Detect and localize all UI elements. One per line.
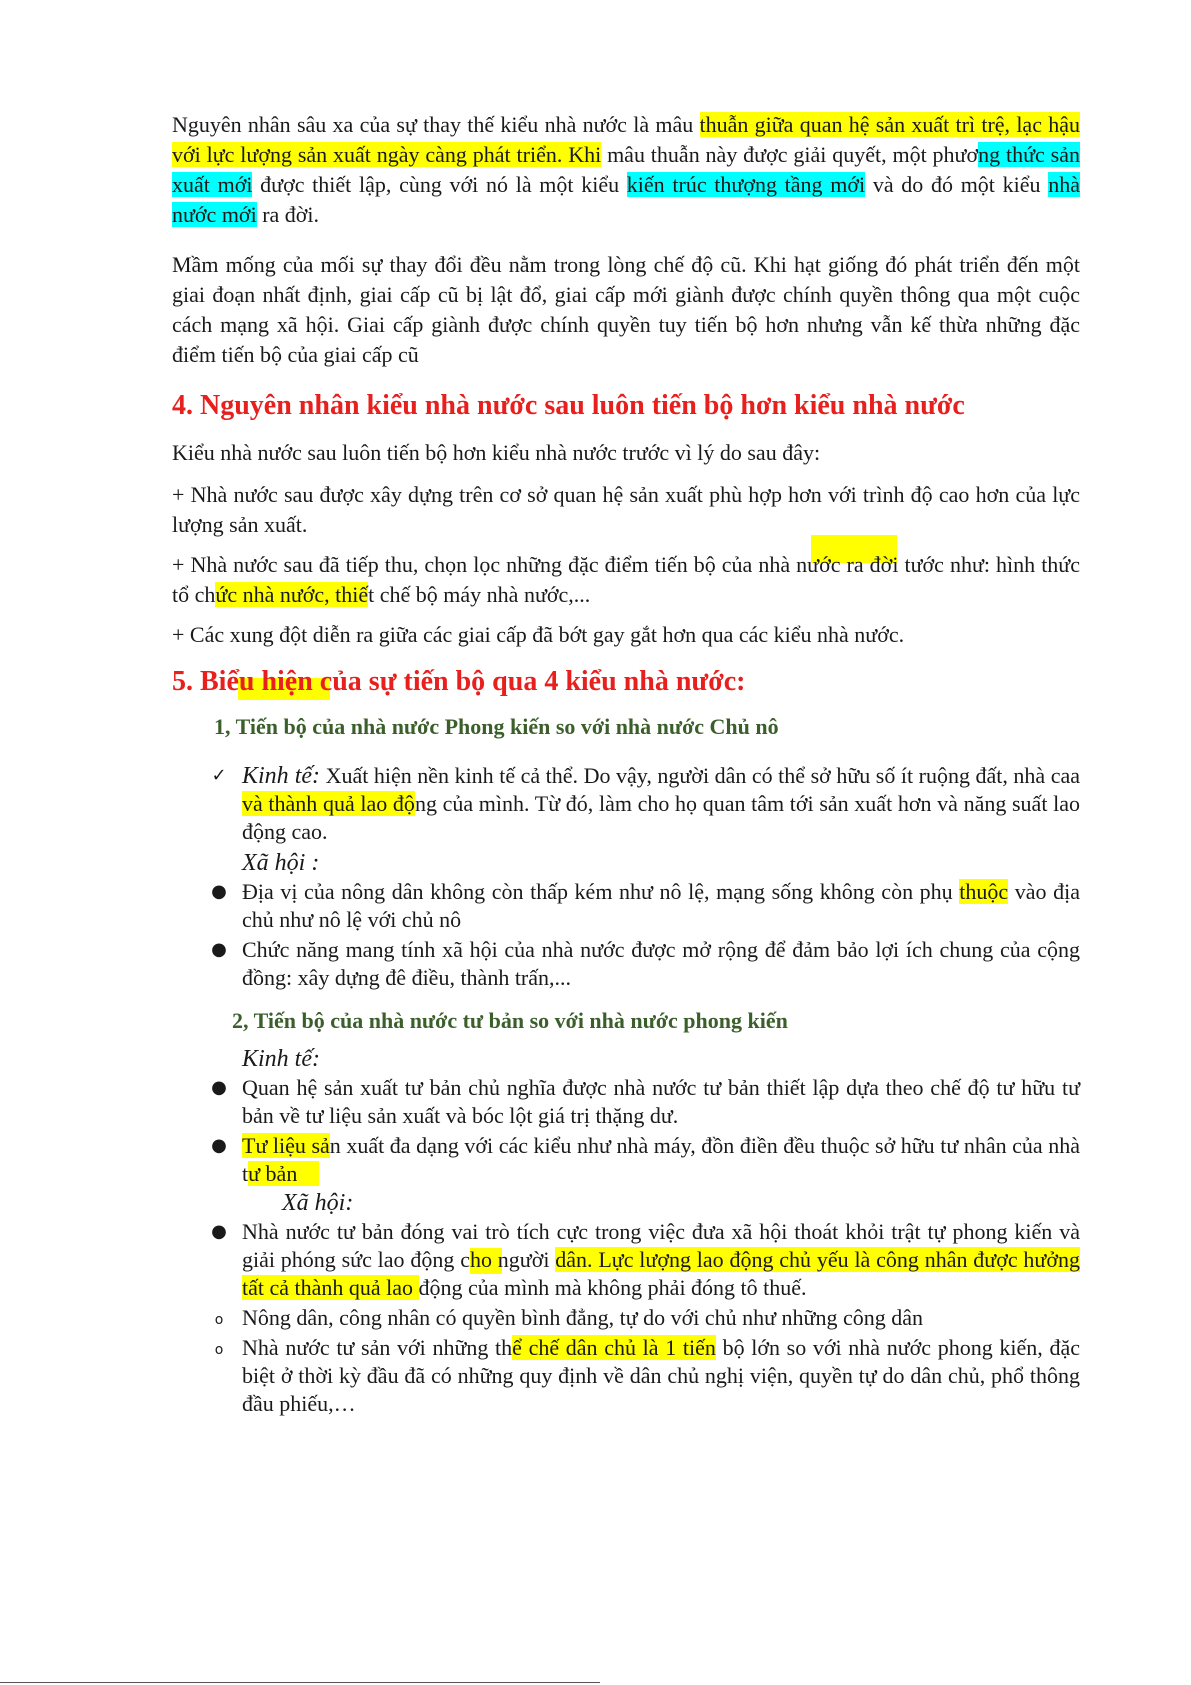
highlight: và thành quả lao độ [242, 791, 415, 816]
highlight-cyan: ng thức sản xuất mới [172, 142, 1080, 197]
paragraph-cause: Nguyên nhân sâu xa của sự thay thế kiểu nhà nước là mâu thuẫn giữa quan hệ sản xuất trì trệ, lạc hậu với lực lượng sản xuất ngày càng phát triển. Khi mâu thuẫn này được giải quyết, một phương thức sản xuất mới được thiết lập, cùng với nó là một kiểu kiến trúc thượng tầng mới và do đó một kiểu nhà nước mới ra đời. [172, 112, 1080, 227]
highlight: dân. Lực lượng lao động chủ yếu là công nhân được hưởng tất cả thành quả lao [242, 1247, 1080, 1300]
paragraph-reason-1: + Nhà nước sau được xây dựng trên cơ sở quan hệ sản xuất phù hợp hơn với trình độ cao hơn của lực lượng sản xuất. [172, 482, 1080, 537]
economy-label: Kinh tế: [242, 763, 321, 789]
paragraph-intro: Kiểu nhà nước sau luôn tiến bộ hơn kiểu nhà nước trước vì lý do sau đây: [172, 440, 821, 465]
list-item: ✓ Kinh tế: Xuất hiện nền kinh tế cả thể. Do vậy, người dân có thể sở hữu số ít ruộng đất, nhà caa và thành quả lao động của mình. Từ đó, làm cho họ quan tâm tới sản xuất hơn và năng suất lao động cao. [172, 762, 1080, 846]
bullet-icon: ● [211, 939, 227, 960]
subheading-feudal: 1, Tiến bộ của nhà nước Phong kiến so với nhà nước Chủ nô [214, 714, 779, 739]
highlight: ư bản [248, 1161, 298, 1186]
paragraph-seed: Mầm mống của mối sự thay đổi đều nằm trong lòng chế độ cũ. Khi hạt giống đó phát triển đến một giai đoạn nhất định, giai cấp cũ bị lật đổ, giai cấp mới giành được chính quyền thông qua một cuộc cách mạng xã hội. Giai cấp giành được chính quyền tuy tiến bộ hơn nhưng vẫn kế thừa những đặc điểm tiến bộ của giai cấp cũ [172, 252, 1080, 367]
heading-section-4: 4. Nguyên nhân kiểu nhà nước sau luôn tiến bộ hơn kiểu nhà nước [172, 390, 965, 421]
bullet-icon: ● [211, 1135, 227, 1156]
society-label: Xã hội: [282, 1190, 354, 1216]
paragraph-reason-3: + Các xung đột diễn ra giữa các giai cấp đã bớt gay gắt hơn qua các kiểu nhà nước. [172, 622, 905, 647]
capitalist-economy-list [172, 1074, 1080, 1188]
highlight-cyan: nhà nước mới [172, 172, 1080, 227]
society-label: Xã hội : [242, 850, 320, 876]
feudal-society-list [172, 878, 1080, 992]
heading-section-5: 5. Biểu hiện của sự tiến bộ qua 4 kiểu nhà nước: [172, 666, 746, 697]
highlight: thuộc [959, 879, 1009, 904]
bullet-icon: ● [211, 881, 227, 902]
bullet-icon: ● [211, 1221, 227, 1242]
subheading-capitalist: 2, Tiến bộ của nhà nước tư bản so với nhà nước phong kiến [232, 1008, 788, 1033]
circle-bullet-icon: o [214, 1342, 224, 1358]
circle-bullet-icon: o [214, 1312, 224, 1328]
paragraph-reason-2: + Nhà nước sau đã tiếp thu, chọn lọc những đặc điểm tiến bộ của nhà nước ra đời tước như: hình thức tổ chức nhà nước, thiết chế bộ máy nhà nước,... [172, 552, 1080, 607]
list-item: ● Tư liệu sản xuất đa dạng với các kiểu như nhà máy, đồn điền đều thuộc sở hữu tư nhân của nhà tư bản [172, 1132, 1080, 1188]
checkmark-icon: ✓ [211, 765, 227, 786]
feudal-list [172, 762, 1080, 846]
highlight: ể chế dân chủ là 1 tiến [512, 1335, 716, 1360]
highlight: thuẫn giữa quan hệ sản xuất trì trệ, lạc hậu với lực lượng sản xuất ngày càng phát triển. Khi [172, 112, 1080, 167]
list-item: ● Quan hệ sản xuất tư bản chủ nghĩa được nhà nước tư bản thiết lập dựa theo chế độ tư hữu tư bản về tư liệu sản xuất và bóc lột giá trị thặng dư. [172, 1074, 1080, 1130]
list-item: o Nông dân, công nhân có quyền bình đẳng, tự do với chủ như những công dân [172, 1304, 1080, 1332]
list-item: ● Địa vị của nông dân không còn thấp kém như nô lệ, mạng sống không còn phụ thuộc vào địa chủ như nô lệ với chủ nô [172, 878, 1080, 934]
list-item: ● Chức năng mang tính xã hội của nhà nước được mở rộng để đảm bảo lợi ích chung của cộng đồng: xây dựng đê điều, thành trấn,... [172, 936, 1080, 992]
list-item: ● Nhà nước tư bản đóng vai trò tích cực trong việc đưa xã hội thoát khỏi trật tự phong kiến và giải phóng sức lao động cho người dân. Lực lượng lao động chủ yếu là công nhân được hưởng tất cả thành quả lao động của mình mà không phải đóng tô thuế. [172, 1218, 1080, 1302]
economy-label: Kinh tế: [242, 1046, 320, 1072]
footer-rule [0, 1682, 600, 1683]
highlight: ức nhà nước, thiế [215, 582, 369, 607]
bullet-icon: ● [211, 1077, 227, 1098]
list-item: o Nhà nước tư sản với những thể chế dân chủ là 1 tiến bộ lớn so với nhà nước phong kiến, đặc biệt ở thời kỳ đầu đã có những quy định về dân chủ nghị viện, quyền tự do dân chủ, phổ thông đầu phiếu,… [172, 1334, 1080, 1418]
document-page [172, 110, 1080, 1418]
highlight: Tư liệu sả [242, 1133, 330, 1158]
capitalist-society-list [172, 1218, 1080, 1418]
highlight-cyan: kiến trúc thượng tầng mới [626, 172, 866, 197]
